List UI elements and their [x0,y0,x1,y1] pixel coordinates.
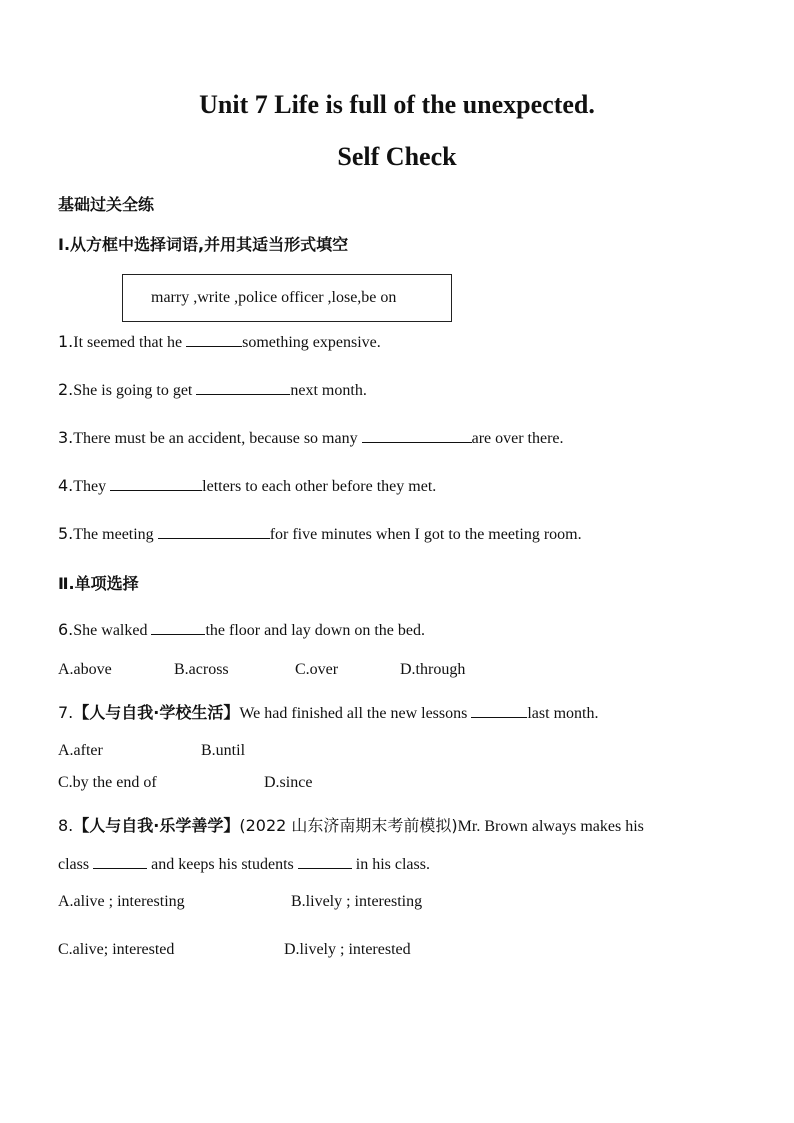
q8-option-a[interactable]: A.alive ; interesting [58,893,185,910]
part1-heading: Ⅰ.从方框中选择词语,并用其适当形式填空 [58,235,349,254]
q6-option-d[interactable]: D.through [400,661,466,678]
q7-option-c[interactable]: C.by the end of [58,774,157,791]
question-4: 4.They letters to each other before they met. [58,476,437,495]
question-3: 3.There must be an accident, because so many are over there. [58,428,564,447]
answer-blank[interactable] [186,332,242,347]
answer-blank[interactable] [158,524,270,539]
word-box [122,274,452,322]
q7-option-a[interactable]: A.after [58,742,103,759]
q7-option-b[interactable]: B.until [201,742,246,759]
page-title: Unit 7 Life is full of the unexpected. [199,90,595,119]
answer-blank[interactable] [298,854,352,869]
q6-option-c[interactable]: C.over [295,661,339,678]
page-subtitle: Self Check [337,142,457,171]
q8-option-c[interactable]: C.alive; interested [58,941,175,958]
answer-blank[interactable] [110,476,202,491]
q8-option-b[interactable]: B.lively ; interesting [291,893,423,910]
word-box-text: marry ,write ,police officer ,lose,be on [151,289,397,306]
section-heading: 基础过关全练 [58,195,155,214]
question-8-line2: class and keeps his students in his class. [58,856,430,873]
q6-option-b[interactable]: B.across [174,661,229,678]
question-7: 7.【人与自我·学校生活】We had finished all the new lessons last month. [58,703,599,722]
q8-tag: 【人与自我·乐学善学】 [73,816,240,835]
question-1: 1.It seemed that he something expensive. [58,332,381,351]
q7-tag: 【人与自我·学校生活】 [73,703,240,722]
question-8: 8.【人与自我·乐学善学】(2022 山东济南期末考前模拟)Mr. Brown always makes his [58,816,644,835]
answer-blank[interactable] [196,380,290,395]
answer-blank[interactable] [362,428,472,443]
part2-heading: Ⅱ.单项选择 [58,574,139,593]
answer-blank[interactable] [151,620,205,635]
q8-option-d[interactable]: D.lively ; interested [284,941,411,958]
answer-blank[interactable] [471,703,527,718]
answer-blank[interactable] [93,854,147,869]
question-6: 6.She walked the floor and lay down on the bed. [58,620,425,639]
question-5: 5.The meeting for five minutes when I got to the meeting room. [58,524,582,543]
q8-source: (2022 山东济南期末考前模拟) [239,816,458,835]
question-2: 2.She is going to get next month. [58,380,367,399]
q6-option-a[interactable]: A.above [58,661,112,678]
q7-option-d[interactable]: D.since [264,774,313,791]
